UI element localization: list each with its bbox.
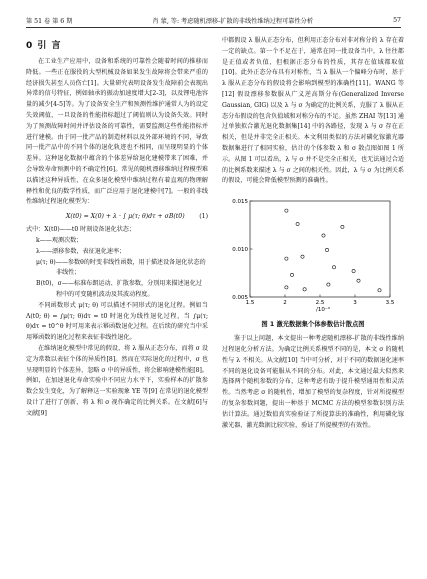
plot-frame [250,201,390,297]
scatter-point [357,279,360,282]
scatter-point [327,283,330,286]
paragraph: 在维纳退化模型中常见的假设，将 λ 服从正态分布，而将 σ 设定为常数以表征个体的异质性[8]。然而在实际退化的过程中，σ 也呈现明显的个体差异，忽略 σ 中的异质性，将会影响建模性能[8]。例如，在加速退化寿命实验中不同应力水平下，实验样本的扩散参数会发生变化，为了解释这一实验现象 YE 等[9] 在常见的退化模型设计了进行了创新，将 λ 和 σ 视作确定的比例关系。在文献[6]与文献[9] [26,344,208,417]
equation-body: X(t0) = X(0) + λ · ∫ μ(τ; θ)dτ + σB(t0) [66,213,185,221]
journal-issue: 第 51 卷 第 6 期 [26,17,73,25]
scatter-point [325,249,328,252]
y-tick-label: 0.010 [232,247,248,254]
paragraph: 不同函数形式 μ(τ; θ) 可以描述不同形式的退化过程。例如当 Λ(t0; θ) = ∫μ(τ; θ)dτ = t0 时退化为线性退化过程，当 ∫μ(τ; θ)dτ = t0^θ 时可用来表示幂函数退化过程。在后续的研究当中采用幂函数的退化过程来表征非线性退化。 [26,301,208,342]
x-unit-label: /10⁻³ [316,307,330,314]
equation-1 [26,210,208,223]
scatter-point [332,266,335,269]
running-title: 肖 蒙, 等: 考虑随机漂移-扩散的非线性维纳过程可靠性分析 [152,17,314,25]
scatter-point [341,225,344,228]
scatter-point [303,288,306,291]
section-title: 0 引 言 [26,41,62,51]
data-points [285,209,381,292]
definition-item: k——观测次数； [36,236,83,244]
scatter-point [322,234,325,237]
scatter-chart [222,195,404,313]
figure-caption: 图 1 激光数据集个体参数估计散点图 [261,321,365,329]
equation-number: (1) [199,213,208,221]
paragraph: 中都假设 λ 服从正态分布，但利用正态分布对非对称分的 λ 存在着一定的缺点。第一个不足在于，通常在同一批设备当中，λ 往往都是正值或者负值，但根据正态分布的性质，其存在值域都取值[10]。此外正态分布具有对称性，当 λ 服从一个偏峰分布时，基于 λ 服从正态分布的假设将会影响到模型的准确性[11]。WANG 等[12] 假设漂移参数服从广义逆高斯分布(Generalized Inverse Gaussian, GIG) 以及 λ 与 σ 为确定的比例关系，克服了 λ 服从正态分布假设的包含负值域和对称分布的不足。虽然 ZHAI 等[13] 通过单独拟合激光退化数据集[14] 中的各路径，发现 λ 与 σ 存在正相关，但是并非完全正相关。本文利用类似的方法对磷化镓激光器数据集进行了相同实验，估计的个体参数 λ 和 σ 散点图如图 1 所示。从图 1 可以看出，λ 与 σ 并不是完全正相关，也无法通过合适的比例系数来描述 λ 与 σ 之间的相关性。因此，λ 与 σ 为比例关系的假设，可能会降低模型预测的准确性。 [222,37,404,185]
scatter-point [285,209,288,212]
scatter-point [285,257,288,260]
scatter-point [296,223,299,226]
figure-1 [222,195,404,317]
paragraph: 在工业生产应用中，设备和系统的可靠性会随着时间的推移而降低。一些正在服役的大型机械设备如果发生故障将会带来严重的经济损失甚至人员伤亡[1]。大量研究表明设备发生故障前会表现出异常的信号特征，例如轴承的振动加速度增大[2-3]，以及锂电池容量的减少[4-5]等。为了设备安全生产和预测性维护通常人为的设定失效阈值，一旦设备的性能指标超过了阈值则认为设备失效。同时为了预测故障时间并评估设备的可靠性，需要监测这些性能指标并进行建模。由于同一批产品的制造材料以及外部环境的不同，导致同一批产品中的不同个体的退化轨迹也不相同，而呈现明显的个体差异。这种退化数据中蕴含的个体差异给退化建模带来了困难，并会导致寿命预测中的不确定性[6]。常见的随机漂移维纳过程模型难以描述这种异质性，在众多退化模型中维纳过程有着直观的物理解释性和优良的数学性质，而广泛应用于退化建模中[7]。一般的非线性维纳过程退化模型为： [26,58,208,206]
definition-item: μ(τ; θ)——参数θ的时变非线性函数，用于描述设备退化状态的非线性； [36,258,206,277]
paragraph: 鉴于以上问题，本文提出一种考虑随机漂移-扩散的非线性维纳过程退化分析方法。为确定比例关系模型不同的是，本文 σ 的随机性与 λ 不相关。从文献[10] 当中可分析，对于不同的数据退化速率不同的退化设备可能服从不同的分布。对此，本文通过最大似然来选择两个随机参数的分布，这种考虑有助于提升模型通用性和灵活性。当然考虑 σ 的随机性，增加了模型的复杂程度，针对所提模型的复杂参数问题，提出一种基于 MCMC 方法的模型参数识别方法估计算法。通过数值真实验验证了所提算法的准确性，利用磷化镓激光器、激光数据比较实验，验证了所提模型的有效性。 [222,335,404,429]
scatter-point [378,289,381,292]
left-column [26,36,208,420]
right-column [222,36,404,431]
x-tick-label: 3 [353,300,357,307]
scatter-point [285,286,288,289]
scatter-point [301,255,304,258]
definition-list [26,236,208,301]
y-tick-label: 0.015 [232,199,248,206]
page-number: 57 [393,16,401,24]
x-tick-label: 2.5 [315,300,325,307]
scatter-point [352,270,355,273]
x-tick-label: 1.5 [245,300,255,307]
axis-ticks [232,199,395,306]
x-tick-label: 3.5 [385,300,395,307]
running-header [26,13,401,28]
definition-intro: 式中：X(t0)——t0 时刻设备退化状态； [26,226,135,234]
scatter-point [290,273,293,276]
definition-item: B(t0)，σ——标准布朗运动、扩散参数，分别用来描述退化过程中的可变随机波动及其波动程度。 [36,280,202,298]
y-tick-label: 0.005 [232,295,248,302]
definition-item: λ——漂移参数，表征退化速率； [36,247,126,255]
x-tick-label: 2 [283,300,287,307]
